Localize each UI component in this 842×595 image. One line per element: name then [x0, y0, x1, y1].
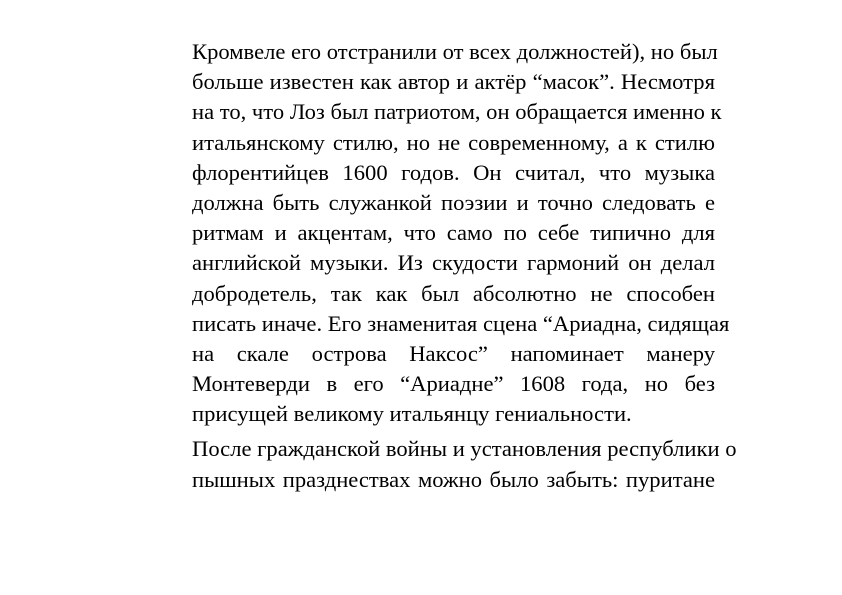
- text-body: [192, 37, 737, 495]
- text-line: на то, что Лоз был патриотом, он обращается именно к: [192, 99, 722, 125]
- text-line: ритмам и акцентам, что само по себе типично для: [192, 220, 715, 246]
- text-line: Кромвеле его отстранили от всех должностей), но был: [192, 39, 718, 64]
- text-line: Монтеверди в его “Ариадне” 1608 года, но без: [192, 371, 715, 397]
- text-line: флорентийцев 1600 годов. Он считал, что музыка: [192, 159, 715, 185]
- text-line: английской музыки. Из скудости гармоний он делал: [192, 250, 715, 276]
- text-line: добродетель, так как был абсолютно не способен: [192, 280, 715, 306]
- text-line: писать иначе. Его знаменитая сцена “Ариадна, сидящая: [192, 310, 730, 336]
- text-line: присущей великому итальянцу гениальности.: [192, 401, 632, 427]
- text-line: больше известен как автор и актёр “масок”. Несмотря: [192, 69, 715, 95]
- text-line: После гражданской войны и установления республики о: [192, 436, 737, 462]
- text-line: на скале острова Наксос” напоминает манеру: [192, 340, 715, 366]
- text-line: должна быть служанкой поэзии и точно следовать е: [192, 189, 715, 215]
- text-line: итальянскому стилю, но не современному, а к стилю: [192, 129, 715, 155]
- paragraph-2: [192, 434, 737, 494]
- text-line: пышных празднествах можно было забыть: пуритане: [192, 466, 715, 492]
- paragraph-1: [192, 37, 730, 429]
